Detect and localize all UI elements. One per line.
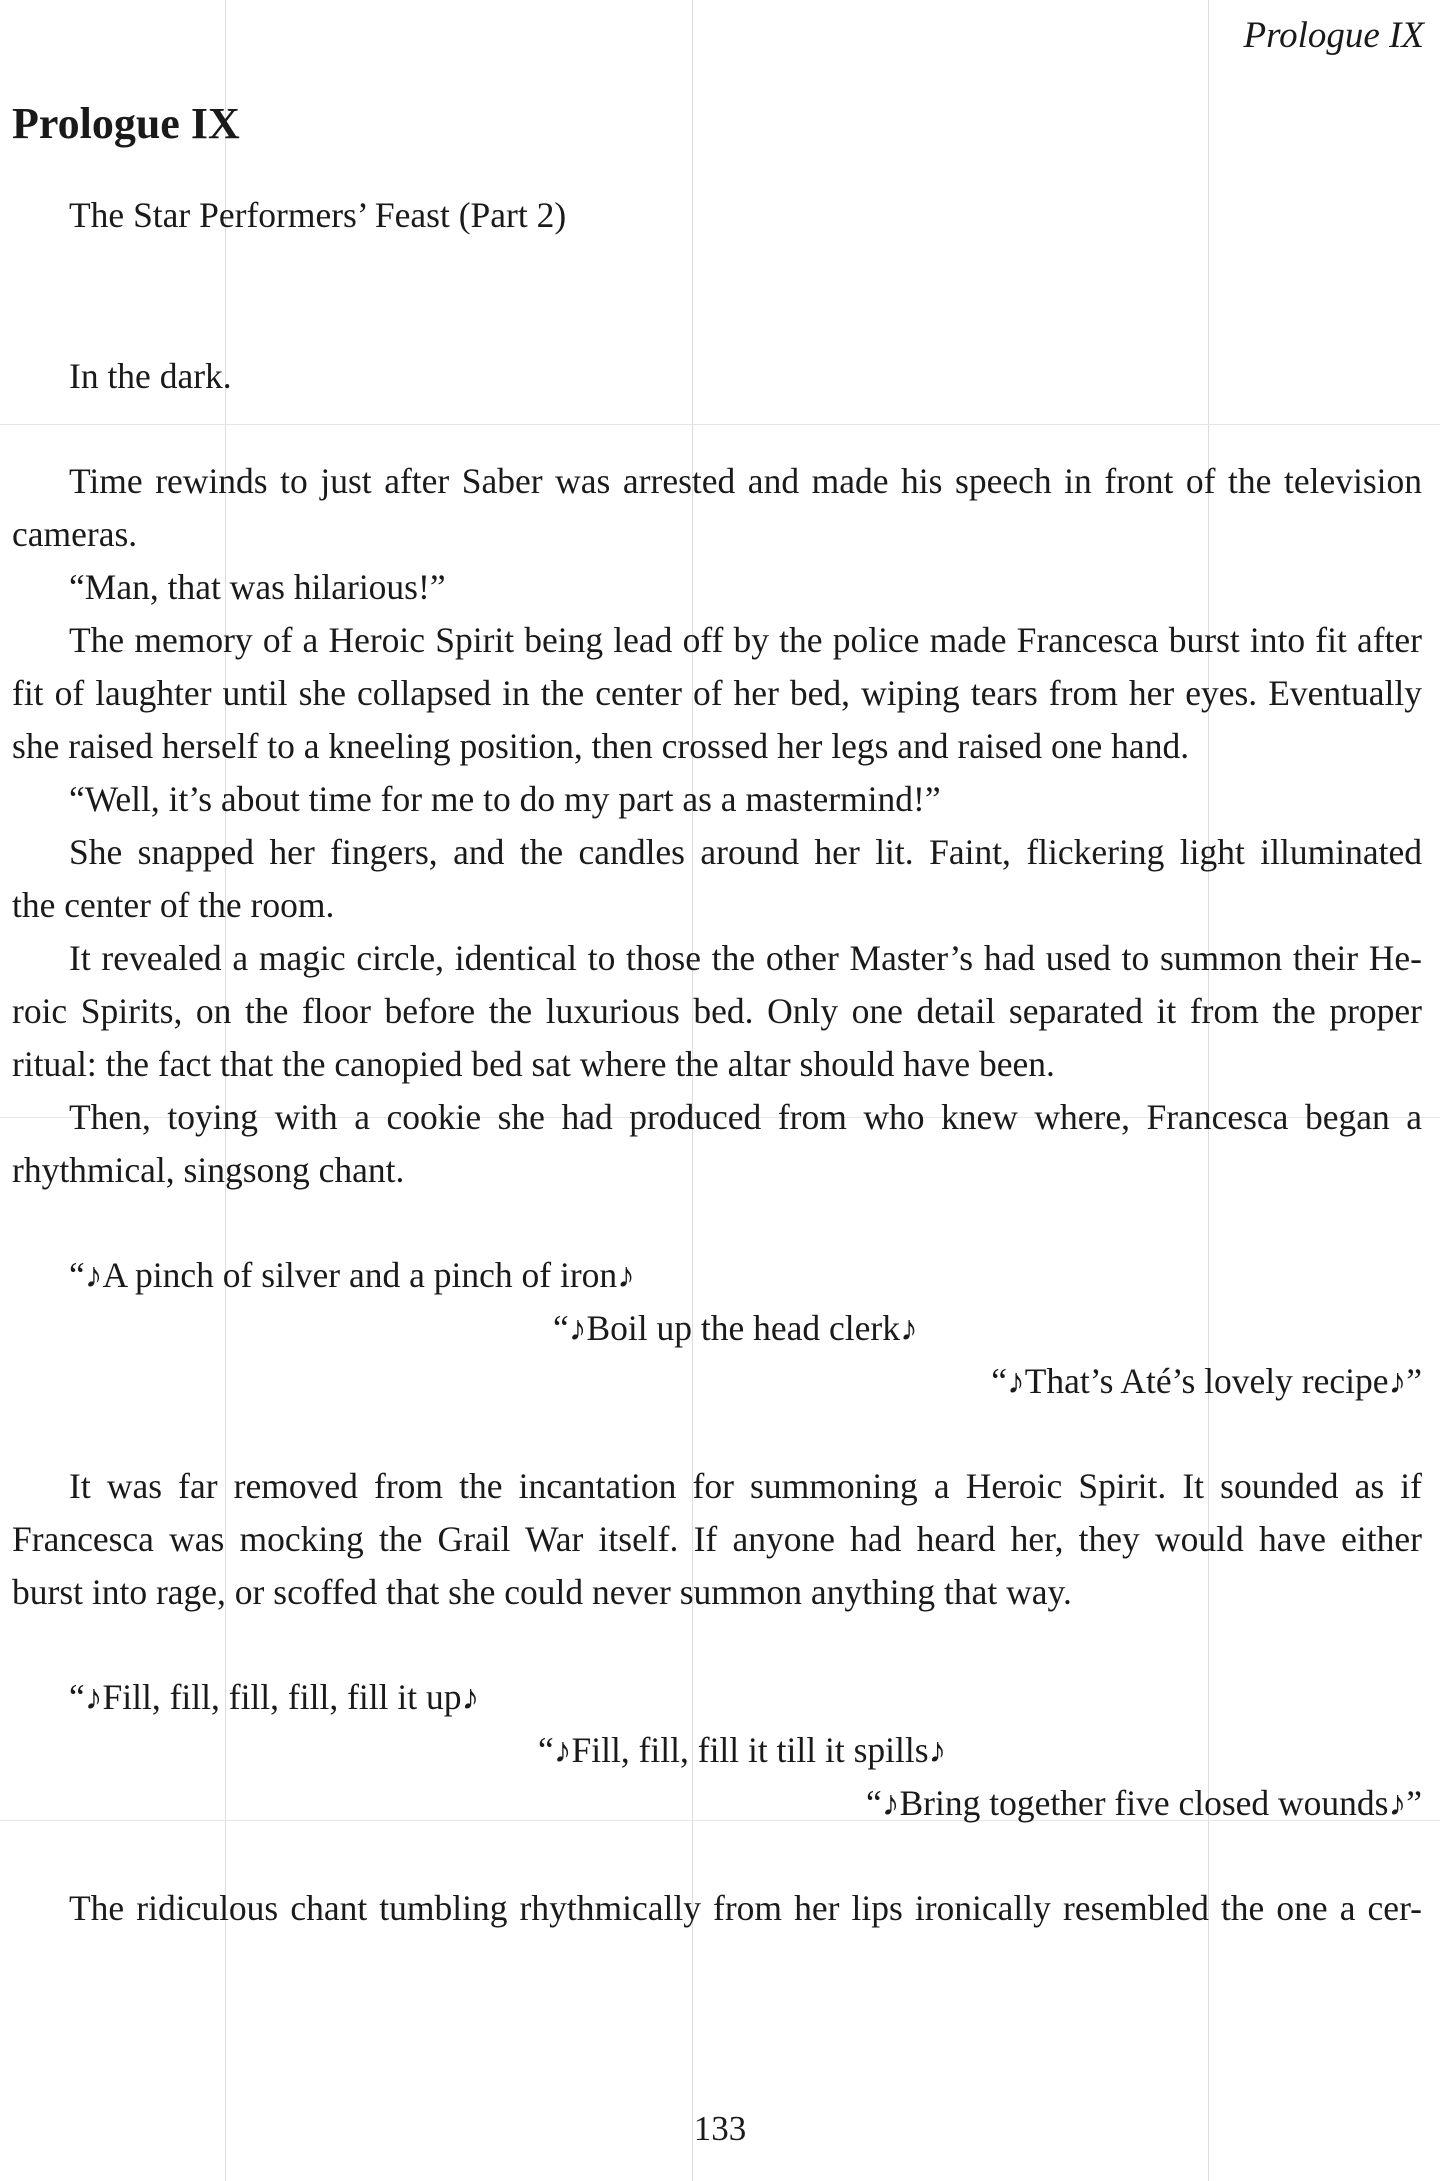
paragraph-line: Time rewinds to just after Saber was arrested and made his speech in front of the television <box>69 461 1422 501</box>
paragraph-line: The memory of a Heroic Spirit being lead off by the police made Francesca burst into fit after <box>69 620 1422 660</box>
running-head: Prologue IX <box>1243 15 1424 56</box>
page-number: 133 <box>693 2109 747 2148</box>
paragraph-line: “Well, it’s about time for me to do my part as a mastermind!” <box>69 779 941 819</box>
paragraph-line: Then, toying with a cookie she had produced from who knew where, Francesca began a <box>69 1097 1422 1137</box>
paragraph-line: In the dark. <box>69 356 232 396</box>
paragraph-line: She snapped her fingers, and the candles around her lit. Faint, flickering light illuminated <box>69 832 1422 872</box>
paragraph-line: roic Spirits, on the floor before the luxurious bed. Only one detail separated it from the proper <box>12 991 1422 1031</box>
chapter-title: Prologue IX <box>12 99 240 148</box>
paragraph-line: rhythmical, singsong chant. <box>12 1150 405 1190</box>
paragraph-line: ritual: the fact that the canopied bed sat where the altar should have been. <box>12 1044 1055 1084</box>
paragraph-line: the center of the room. <box>12 885 335 925</box>
paragraph-line: burst into rage, or scoffed that she could never summon anything that way. <box>12 1572 1072 1612</box>
chant-line: “♪Fill, fill, fill, fill, fill it up♪ <box>69 1677 480 1717</box>
paragraph-line: she raised herself to a kneeling position, then crossed her legs and raised one hand. <box>12 726 1190 766</box>
paragraph-line: “Man, that was hilarious!” <box>69 567 446 607</box>
paragraph-line: It revealed a magic circle, identical to those the other Master’s had used to summon their He- <box>69 938 1422 978</box>
chant-line: “♪A pinch of silver and a pinch of iron♪ <box>69 1255 635 1295</box>
guide-line-horizontal <box>0 424 1440 425</box>
chant-line: “♪That’s Até’s lovely recipe♪” <box>991 1361 1422 1401</box>
chapter-subtitle: The Star Performers’ Feast (Part 2) <box>69 195 567 235</box>
paragraph-line: It was far removed from the incantation for summoning a Heroic Spirit. It sounded as if <box>69 1466 1422 1506</box>
paragraph-line: fit of laughter until she collapsed in the center of her bed, wiping tears from her eyes. Eventually <box>12 673 1422 713</box>
paragraph-line: Francesca was mocking the Grail War itself. If anyone had heard her, they would have either <box>12 1519 1422 1559</box>
chant-line: “♪Boil up the head clerk♪ <box>553 1308 918 1348</box>
paragraph-line: cameras. <box>12 514 138 554</box>
chant-line: “♪Bring together five closed wounds♪” <box>865 1783 1422 1823</box>
chant-line: “♪Fill, fill, fill it till it spills♪ <box>538 1730 947 1770</box>
paragraph-line: The ridiculous chant tumbling rhythmically from her lips ironically resembled the one a cer- <box>69 1888 1422 1928</box>
